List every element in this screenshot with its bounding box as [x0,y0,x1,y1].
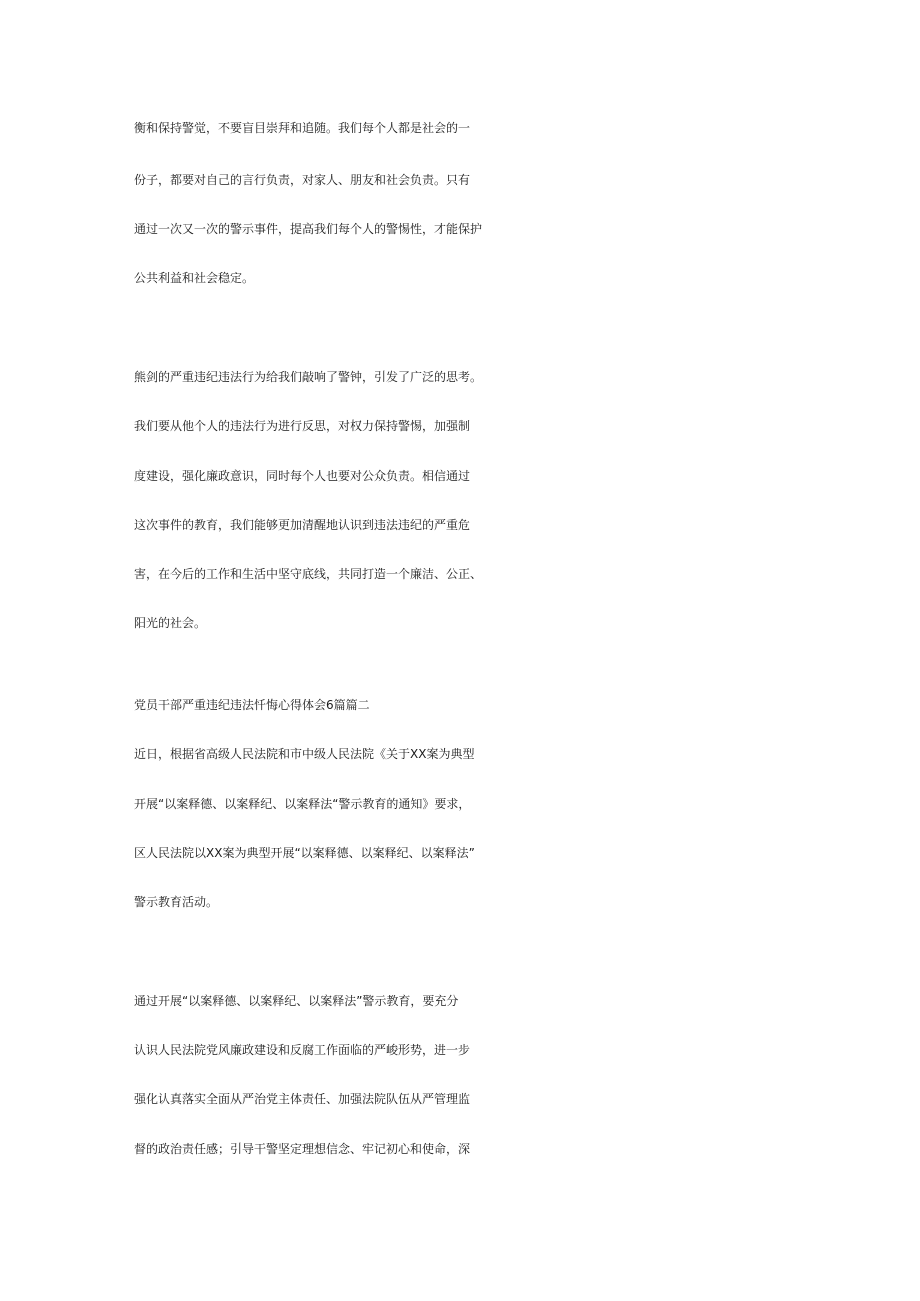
text-line: 强化认真落实全面从严治党主体责任、加强法院队伍从严管理监 [134,1092,471,1106]
text-line: 区人民法院以XX案为典型开展“以案释德、以案释纪、以案释法” [134,846,475,860]
text-line: 害，在今后的工作和生活中坚守底线，共同打造一个廉洁、公正、 [134,567,483,581]
text-line: 公共利益和社会稳定。 [134,271,255,285]
text-line: 衡和保持警觉，不要盲目崇拜和追随。我们每个人都是社会的一 [134,121,471,135]
text-line: 认识人民法院党风廉政建设和反腐工作面临的严峻形势，进一步 [134,1043,471,1057]
text-line: 开展“以案释德、以案释纪、以案释法“警示教育的通知》要求， [134,797,471,811]
text-line: 警示教育活动。 [134,895,219,909]
text-line: 督的政治责任感；引导干警坚定理想信念、牢记初心和使命，深 [134,1142,471,1156]
text-line: 阳光的社会。 [134,616,207,630]
text-line: 熊剑的严重违纪违法行为给我们敲响了警钟，引发了广泛的思考。 [134,370,483,384]
text-line: 份子，都要对自己的言行负责，对家人、朋友和社会负责。只有 [134,173,471,187]
text-line: 这次事件的教育，我们能够更加清醒地认识到违法违纪的严重危 [134,518,471,532]
section-heading: 党员干部严重违纪违法忏悔心得体会6篇篇二 [134,698,370,712]
text-line: 通过一次又一次的警示事件，提高我们每个人的警惕性，才能保护 [134,222,483,236]
text-line: 我们要从他个人的违法行为进行反思，对权力保持警惕，加强制 [134,419,471,433]
text-line: 近日，根据省高级人民法院和市中级人民法院《关于XX案为典型 [134,747,475,761]
text-line: 通过开展“以案释德、以案释纪、以案释法”警示教育，要充分 [134,994,459,1008]
text-line: 度建设，强化廉政意识，同时每个人也要对公众负责。相信通过 [134,469,471,483]
